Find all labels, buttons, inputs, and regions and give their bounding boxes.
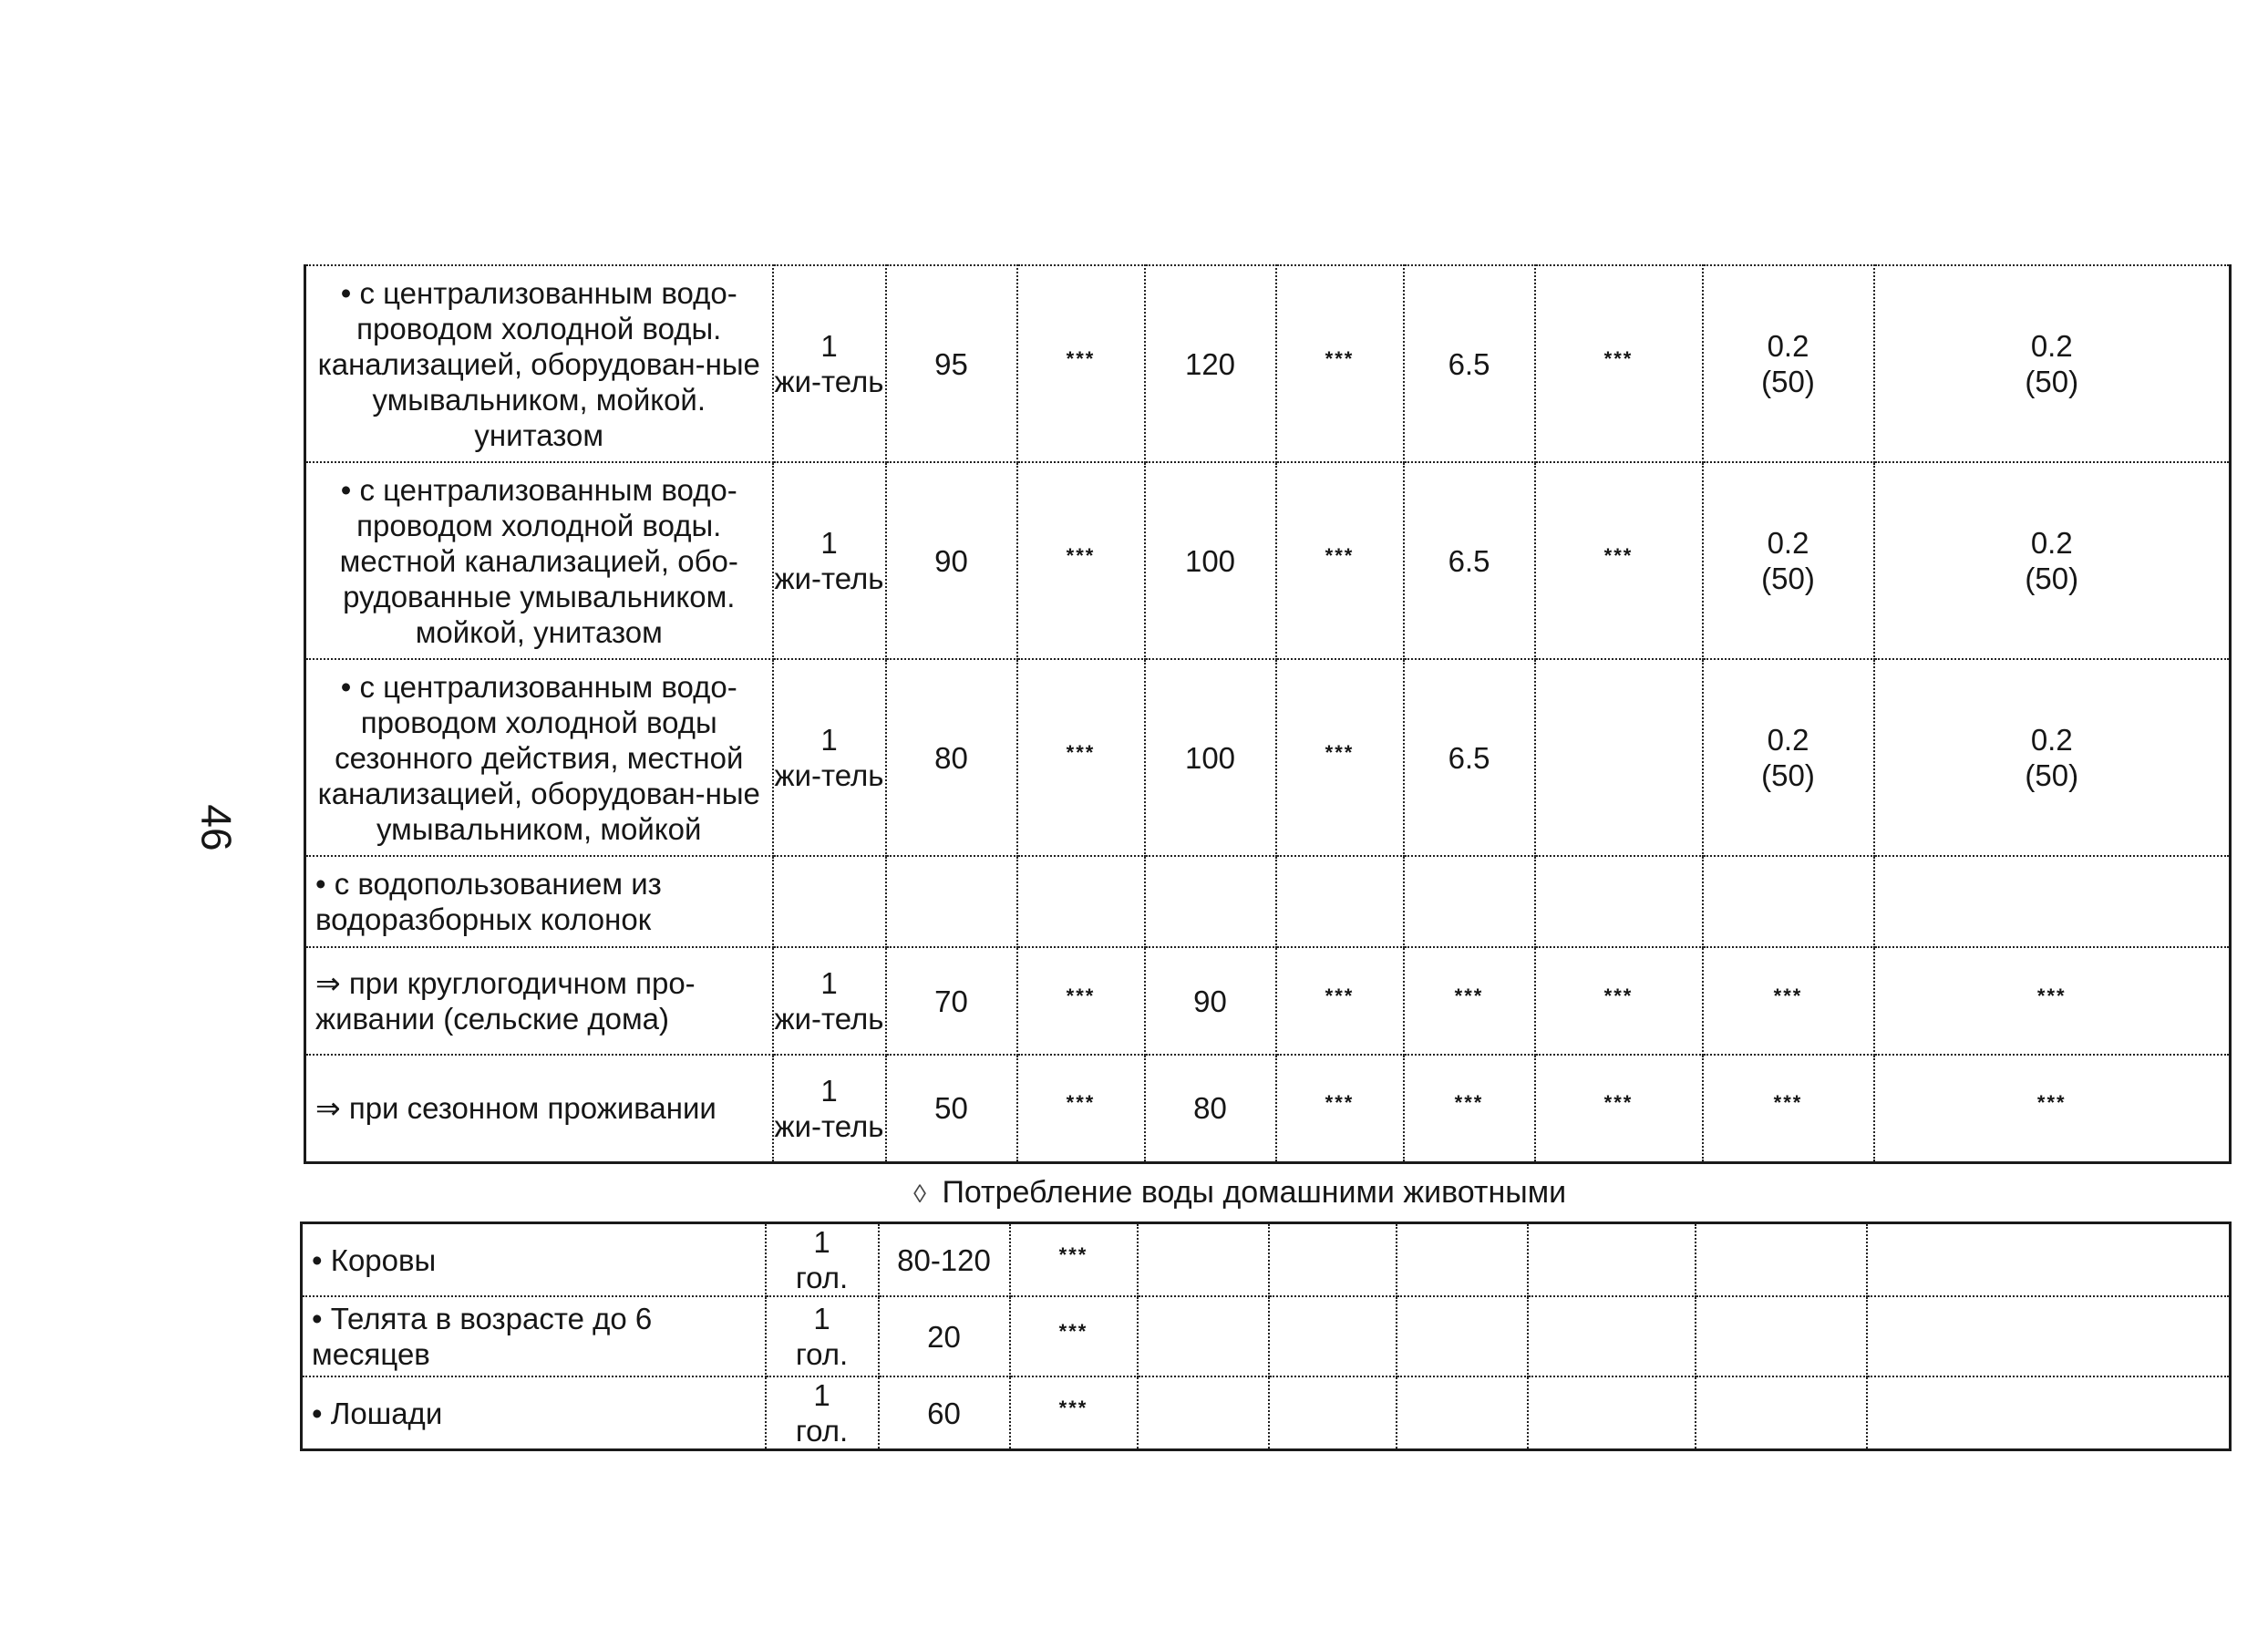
unit-cell: 1 жи-тель [773,265,886,462]
value-cell: *** [1535,1049,1703,1157]
section-title: Потребление воды домашними животными [942,1175,1567,1210]
unit-cell: 1 гол. [766,1376,879,1450]
value-cell: *** [1276,654,1404,850]
value-cell [1404,856,1535,947]
row-description: • Коровы [302,1223,766,1297]
table-row [305,1055,2231,1162]
value-cell [1535,659,1703,856]
table-row [305,659,2231,856]
value-cell: 80-120 [879,1223,1010,1297]
value-cell: 60 [879,1376,1010,1450]
value-cell: *** [1535,457,1703,654]
value-cell [1867,1376,2231,1450]
value-cell: 70 [886,947,1017,1055]
value-cell: *** [1276,1049,1404,1157]
section-caption [906,1174,1566,1212]
value-cell: 100 [1145,659,1276,856]
diamond-icon: ◊ [913,1180,926,1208]
value-cell: *** [1276,942,1404,1049]
value-cell [1145,856,1276,947]
value-cell [1138,1223,1269,1297]
value-cell [1535,856,1703,947]
value-cell: *** [1535,942,1703,1049]
unit-cell: 1 гол. [766,1296,879,1376]
value-cell: 50 [886,1055,1017,1162]
unit-cell: 1 жи-тель [773,462,886,659]
value-cell: 95 [886,265,1017,462]
table-row [305,462,2231,659]
value-cell: 120 [1145,265,1276,462]
value-cell [1397,1376,1528,1450]
value-cell: *** [1017,942,1145,1049]
value-cell: 0.2 (50) [1874,659,2231,856]
row-description: • с централизованным водо-проводом холодной воды сезонного действия, местной канализацией, оборудован-ные умывальником, мойкой [305,659,773,856]
value-cell [1528,1296,1696,1376]
row-description: ⇒ при сезонном проживании [305,1055,773,1162]
unit-cell: 1 жи-тель [773,659,886,856]
value-cell: *** [1017,654,1145,850]
value-cell [1528,1376,1696,1450]
value-cell: 90 [886,462,1017,659]
value-cell: *** [1276,457,1404,654]
unit-cell [773,856,886,947]
value-cell: *** [1874,1049,2231,1157]
unit-cell: 1 жи-тель [773,947,886,1055]
value-cell: 80 [886,659,1017,856]
table-row [305,947,2231,1055]
value-cell [1696,1376,1867,1450]
value-cell: *** [1010,1218,1138,1292]
value-cell: 6.5 [1404,462,1535,659]
value-cell [1269,1296,1397,1376]
value-cell: 20 [879,1296,1010,1376]
table-row [305,265,2231,462]
row-description: • Телята в возрасте до 6 месяцев [302,1296,766,1376]
value-cell: 0.2 (50) [1703,462,1874,659]
value-cell: *** [1703,1049,1874,1157]
value-cell: 6.5 [1404,265,1535,462]
row-description: • с централизованным водо-проводом холодной воды. канализацией, оборудован-ные умывальником, мойкой. унитазом [305,265,773,462]
value-cell [1269,1223,1397,1297]
value-cell [1696,1223,1867,1297]
value-cell: *** [1276,260,1404,457]
value-cell: *** [1017,457,1145,654]
value-cell [886,856,1017,947]
value-cell: *** [1535,260,1703,457]
value-cell [1867,1223,2231,1297]
value-cell [1276,856,1404,947]
value-cell [1703,856,1874,947]
animal-water-table [300,1222,2232,1451]
table-row [305,856,2231,947]
value-cell: 0.2 (50) [1703,265,1874,462]
value-cell [1397,1296,1528,1376]
value-cell: 100 [1145,462,1276,659]
value-cell: 0.2 (50) [1874,265,2231,462]
row-description: • с централизованным водо-проводом холодной воды. местной канализацией, обо-рудованные умывальником. мойкой, унитазом [305,462,773,659]
water-consumption-table [304,264,2232,1164]
value-cell [1269,1376,1397,1450]
value-cell: *** [1404,942,1535,1049]
table-row [302,1223,2231,1297]
value-cell: *** [1874,942,2231,1049]
value-cell: 90 [1145,947,1276,1055]
value-cell: 6.5 [1404,659,1535,856]
row-description: • с водопользованием из водоразборных колонок [305,856,773,947]
value-cell: *** [1017,1049,1145,1157]
value-cell: *** [1010,1291,1138,1371]
value-cell [1138,1376,1269,1450]
page-number: 46 [192,804,241,851]
value-cell [1528,1223,1696,1297]
row-description: ⇒ при круглогодичном про-живании (сельские дома) [305,947,773,1055]
value-cell: *** [1010,1371,1138,1445]
unit-cell: 1 гол. [766,1223,879,1297]
value-cell [1017,856,1145,947]
value-cell [1874,856,2231,947]
value-cell: 0.2 (50) [1874,462,2231,659]
value-cell: 0.2 (50) [1703,659,1874,856]
value-cell: *** [1703,942,1874,1049]
value-cell [1138,1296,1269,1376]
table-row [302,1296,2231,1376]
value-cell [1397,1223,1528,1297]
row-description: • Лошади [302,1376,766,1450]
value-cell: *** [1404,1049,1535,1157]
unit-cell: 1 жи-тель [773,1055,886,1162]
value-cell [1696,1296,1867,1376]
value-cell: 80 [1145,1055,1276,1162]
value-cell [1867,1296,2231,1376]
value-cell: *** [1017,260,1145,457]
table-row [302,1376,2231,1450]
